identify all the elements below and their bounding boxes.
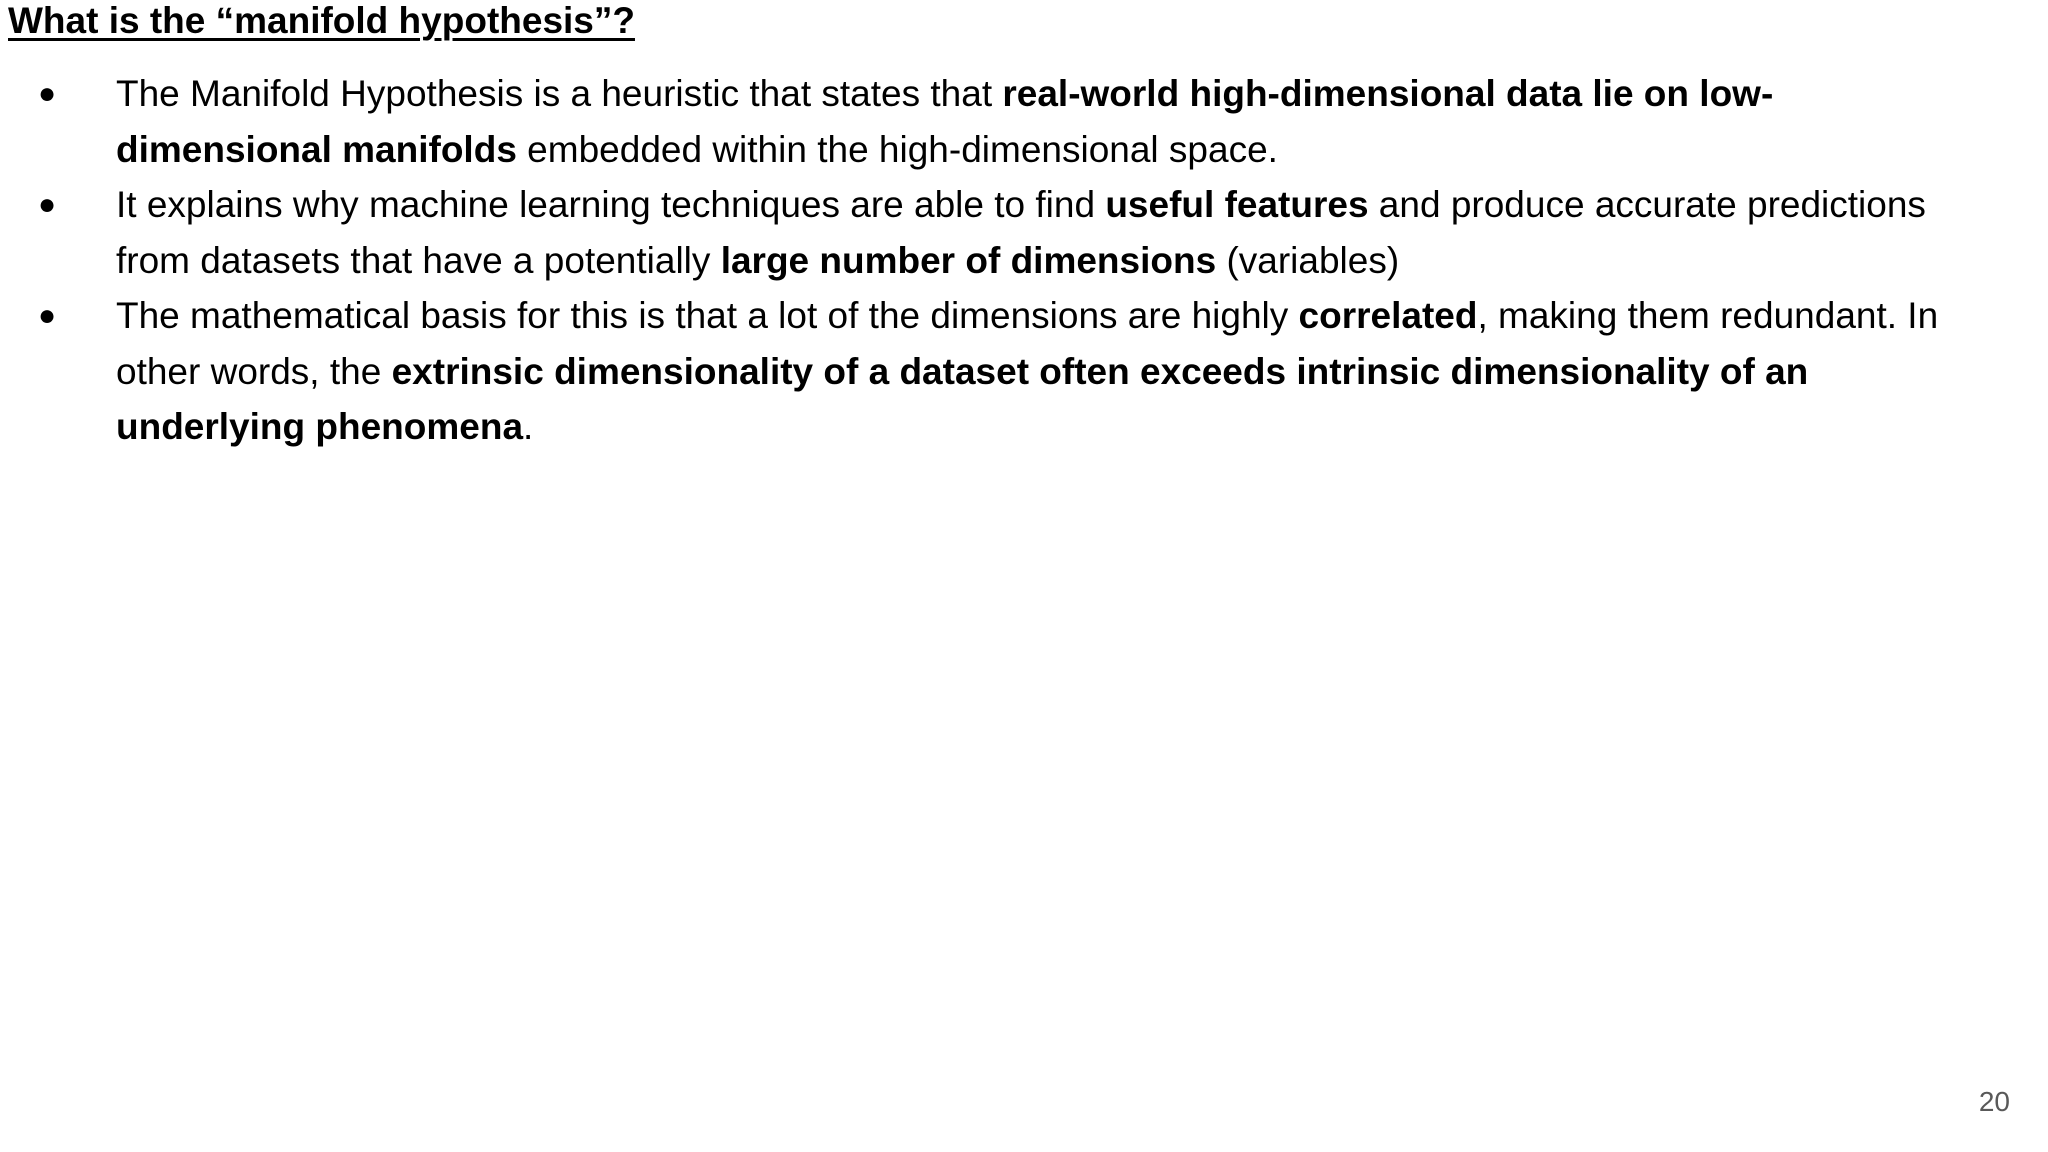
bullet-dot-icon: ● <box>38 77 57 110</box>
slide-title: What is the “manifold hypothesis”? <box>8 0 635 41</box>
text-segment: It explains why machine learning techniques are able to find <box>116 184 1106 225</box>
bold-segment: extrinsic dimensionality of a dataset often exceeds intrinsic dimensionality of an underlying phenomena <box>116 350 1809 447</box>
bullet-text <box>116 184 1926 281</box>
bold-segment: large number of dimensions <box>720 239 1217 281</box>
text-segment: The mathematical basis for this is that a lot of the dimensions are highly <box>116 295 1299 336</box>
text-segment: . <box>523 406 534 447</box>
text-segment: The Manifold Hypothesis is a heuristic that states that <box>116 73 1003 114</box>
bullet-dot-icon: ● <box>38 299 57 332</box>
bullet-item <box>0 177 1960 288</box>
bullet-dot-icon: ● <box>38 188 57 221</box>
bullet-text <box>116 73 1773 170</box>
bullet-text <box>116 295 1938 447</box>
bold-segment: real-world high-dimensional data lie on low-dimensional manifolds <box>116 73 1774 170</box>
bold-segment: correlated <box>1298 295 1478 336</box>
text-segment: and produce accurate predictions from datasets that have a potentially <box>116 184 1926 281</box>
bold-segment: useful features <box>1105 184 1369 225</box>
text-segment: embedded within the high-dimensional space. <box>516 128 1278 170</box>
text-segment: (variables) <box>1216 239 1400 281</box>
text-segment: , making them redundant. In other words, the <box>116 295 1939 392</box>
bullet-item <box>0 66 1960 177</box>
page-number: 20 <box>1978 1086 2010 1117</box>
bullet-list <box>0 66 1960 455</box>
bullet-item <box>0 288 1960 455</box>
